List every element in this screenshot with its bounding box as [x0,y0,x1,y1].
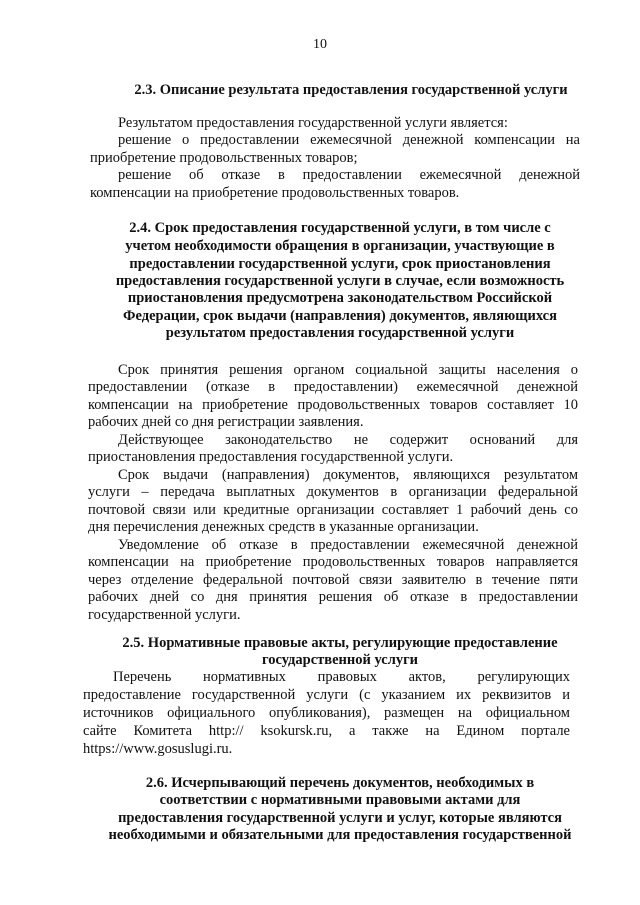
section-2-6-heading-line: 2.6. Исчерпывающий перечень документов, необходимых в [145,775,535,791]
s23-line: приобретение продовольственных товаров; [90,150,358,166]
s24-line: почтовой связи или кредитные организации составляет 1 рабочий день со [88,502,578,518]
s24-line: предоставлении (отказе в предоставлении) ежемесячной денежной [88,379,578,395]
s24-line: Срок выдачи (направления) документов, являющихся результатом [118,467,578,483]
section-2-4-heading-line: предоставлении государственной услуги, срок приостановления [129,256,551,272]
s23-line: решение об отказе в предоставлении ежемесячной денежной [118,167,580,183]
s25-line: https://www.gosuslugi.ru. [83,741,233,757]
s24-line: через отделение федеральной почтовой связи заявителю в течение пяти [88,572,578,588]
s23-line: Результатом предоставления государственной услуги является: [118,115,508,131]
s24-line: рабочих дней со дня принятия решения об отказе в предоставлении [88,589,578,605]
s24-line: услуги – передача выплатных документов в организации федеральной [88,484,578,500]
s25-line: предоставление государственной услуги (с указанием их реквизитов и [83,687,570,703]
section-2-5-heading-line: государственной услуги [261,652,419,668]
s24-line: компенсации на приобретение продовольственных товаров составляет 10 [88,397,578,413]
section-2-6-heading-line: необходимыми и обязательными для предоставления государственной [108,827,572,843]
section-2-6-heading-line: соответствии с нормативными правовыми актами для [159,792,521,808]
section-2-6-heading-line: предоставления государственной услуги и услуг, которые являются [118,810,562,826]
section-2-3-heading: 2.3. Описание результата предоставления государственной услуги [134,82,568,98]
s24-line: рабочих дней со дня регистрации заявления. [88,414,364,430]
s25-line: источников официального опубликования), размещен на официальном [83,705,570,721]
section-2-4-heading-line: предоставления государственной услуги в случае, если возможность [115,273,565,289]
s25-line: сайте Комитета http:// ksokursk.ru, а также на Едином портале [83,723,570,739]
s24-line: Срок принятия решения органом социальной защиты населения о [118,362,578,378]
s25-line: Перечень нормативных правовых актов, регулирующих [113,669,570,685]
s23-line: компенсации на приобретение продовольственных товаров. [90,185,460,201]
s24-line: приостановления предоставления государственной услуги. [88,449,454,465]
s23-line: решение о предоставлении ежемесячной денежной компенсации на [118,132,580,148]
section-2-4-heading-line: результатом предоставления государственной услуги [165,325,515,341]
s24-line: государственной услуги. [88,607,241,623]
section-2-4-heading-line: приостановления предусмотрена законодательством Российской [127,290,553,306]
s24-line: Уведомление об отказе в предоставлении ежемесячной денежной [118,537,578,553]
section-2-4-heading-line: учетом необходимости обращения в организации, участвующие в [125,238,555,254]
page-number: 10 [313,37,327,52]
s24-line: дня перечисления денежных средств в указанные организации. [88,519,479,535]
s24-line: Действующее законодательство не содержит оснований для [118,432,578,448]
section-2-4-heading-line: Федерации, срок выдачи (направления) документов, являющихся [123,308,557,324]
section-2-4-heading-line: 2.4. Срок предоставления государственной услуги, в том числе с [129,220,551,236]
s24-line: компенсации на приобретение продовольственных товаров направляется [88,554,578,570]
section-2-5-heading-line: 2.5. Нормативные правовые акты, регулирующие предоставление [122,635,558,651]
